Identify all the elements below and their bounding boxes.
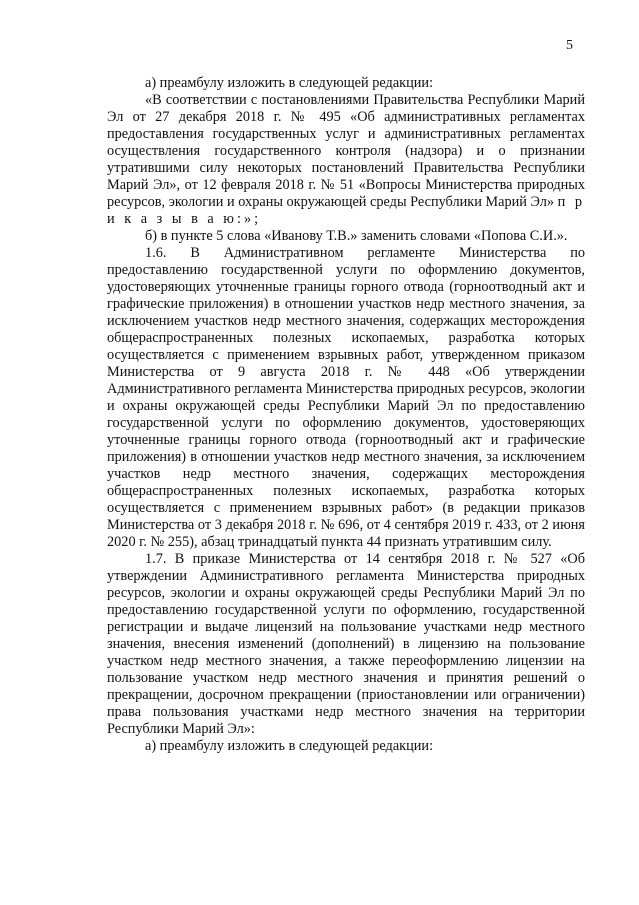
- preamble-quote: «В соответствии с постановлениями Правительства Республики Марий Эл от 27 декабря 2018 г. № 495 «Об административных регламентах предоставления государственных услуг и административных регламентах осуществления государственного контроля (надзора) и о признании утратившими силу некоторых постановлений Правительства Республики Марий Эл», от 12 февраля 2018 г. № 51 «Вопросы Министерства природных ресурсов, экологии и охраны окружающей среды Республики Марий Эл»: [107, 92, 585, 210]
- paragraph-preamble-text: [107, 92, 585, 228]
- page-number: 5: [566, 38, 573, 53]
- paragraph-1-7: 1.7. В приказе Министерства от 14 сентября 2018 г. № 527 «Об утверждении Административного регламента Министерства природных ресурсов, экологии и охраны окружающей среды Республики Марий Эл по предоставлению государственной услуги по оформлению, государственной регистрации и выдаче лицензий на пользование участками недр местного значения, внесения изменений (дополнений) в лицензию на пользование участком недр местного значения, а также переоформлению лицензии на пользование участком недр местного значения и принятия решений о прекращении, досрочном прекращении (приостановлении или ограничении) права пользования участками недр местного значения на территории Республики Марий Эл»:: [107, 551, 585, 737]
- paragraph-preamble-instruction: а) преамбулу изложить в следующей редакции:: [145, 75, 434, 91]
- order-word: п р и к а з ы в а ю:»;: [107, 194, 585, 227]
- paragraph-item-b: б) в пункте 5 слова «Иванову Т.В.» заменить словами «Попова С.И.».: [145, 228, 568, 244]
- paragraph-preamble-instruction-2: а) преамбулу изложить в следующей редакции:: [145, 738, 434, 754]
- paragraph-1-6: 1.6. В Административном регламенте Министерства по предоставлению государственной услуги по оформлению документов, удостоверяющих уточненные границы горного отвода (горноотводный акт и графические приложения) в отношении участков недр местного значения, за исключением участков недр местного значения, содержащих месторождения общераспространенных полезных ископаемых, разработка которых осуществляется с применением взрывных работ, утвержденном приказом Министерства от 9 августа 2018 г. № 448 «Об утверждении Административного регламента Министерства природных ресурсов, экологии и охраны окружающей среды Республики Марий Эл по предоставлению государственной услуги по оформлению документов, удостоверяющих уточненные границы горного отвода (горноотводный акт и графические приложения) в отношении участков недр местного значения, за исключением участков недр местного значения, содержащих месторождения общераспространенных полезных ископаемых, разработка которых осуществляется с применением взрывных работ» (в редакции приказов Министерства от 3 декабря 2018 г. № 696, от 4 сентября 2019 г. 433, от 2 июня 2020 г. № 255), абзац тринадцатый пункта 44 признать утратившим силу.: [107, 245, 585, 550]
- document-body: [107, 75, 585, 755]
